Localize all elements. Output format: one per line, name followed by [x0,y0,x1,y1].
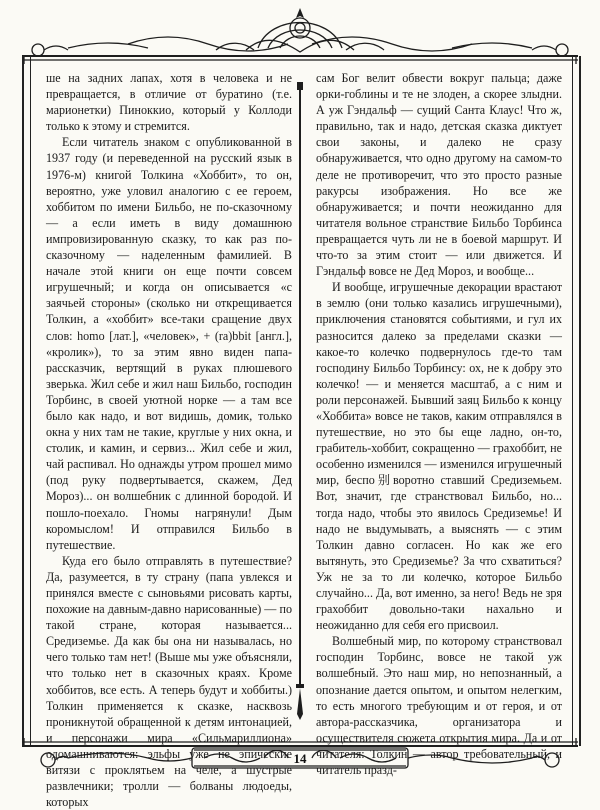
page-number: 14 [293,751,307,766]
paragraph: сам Бог велит обвести вокруг пальца; даже орки-гоблины и те не злоден, а скорее злыдни. А уж Гэндальф — сущий Санта Клаус! Что ж, правильно, так и надо, детская сказка диктует свои законы, и далеко не сразу обнаруживается, что одно другому на самом-то деле не противоречит, что это просто разные ракурсы изображения. Но все же обнаруживается; и почти неожиданно для читателя вольное странствие Бильбо Торбинса превращается чуть ли не в боевой маршрут. И что-то за этим стоит — или движется. И Гэндальф вовсе не Дед Мороз, и вообще... [316,71,562,279]
paragraph: ше на задних лапах, хотя в человека и не превращается, в отличие от буратино (т.е. марионетки) Пиноккио, который у Коллоди только к этому и стремится. [46,71,292,134]
paragraph: Куда его было отправлять в путешествие? Да, разумеется, в ту страну (папа увлекся и принялся вместе с сыновьями рисовать карты, похожие на давным-давно нарисованные) — по такой стране, которая называется... Средиземье. Да как бы она ни называлась, но чего только там нет! (Выше мы уже объясняли, что только нет в сказочных краях. Кроме хоббитов, все есть. А теперь будут и хоббиты.) Толкин применяется к сказке, насквозь проникнутой обращенной к детям интонацией, и персонажи мира «Сильмариллиона» одомашниваются: эльфы уже не эпические витязи с проклятьем на челе, а шустрые развлечники; тролли — болваны людоеды, которых [46,553,292,810]
left-border [22,56,31,746]
paragraph: Если читатель знаком с опубликованной в 1937 году (и переведенной на русский язык в 1976-м) книгой Толкина «Хоббит», то он, вероятно, уже уловил аналогию с ее героем, хоббитом по имени Бильбо, не по-сказочному — а если иметь в виду домашнюю импровизированную сказку, то как раз по-сказочному — наделенным фамилией. В начале этой книги он еще почти совсем игрушечный; и когда он описывается «с заячьей стороны» (сколько ни открещивается Толкин, а «хоббит» все-таки сращение двух слов: homo [лат.], «человек», + (ra)bbit [англ.], «кролик»), то за этим явно виден папа-рассказчик, вертящий в руках плюшевого зверька. Жил себе и жил наш Бильбо, господин Торбинс, в своей уютной норке — а там все было как надо, и вот видишь, домик, только окна у них там не такие, круглые у них окна, и столик, и камин, и сервиз... Жил себе и жил, чай распивал. Но однажды утром прошел мимо (под руку подвертывается, скажем, Дед Мороз)... он волшебник с длинной бородой. И пошло-поехало. Гномы нагрянули! Дым коромыслом! И отправился Бильбо в путешествие. [46,135,292,552]
text-column-right [316,70,562,778]
paragraph: Волшебный мир, по которому странствовал господин Торбинс, вовсе не такой уж волшебный. Это наш мир, но непознанный, а опознание дается опытом, и опытом нелегким, то есть многого требующим и от героя, и от автора-рассказчика, организатора и осуществителя сюжета открытия мира. Да и от читателя: Толкин — автор требовательный, и читатель празд- [316,634,562,778]
text-column-left [46,70,292,810]
right-border [572,56,581,746]
paragraph: И вообще, игрушечные декорации врастают в землю (они только казались игрушечными), приключения становятся событиями, и гул их разносится далеко за пределами сказки — какое-то колечко подвернулось где-то там господину Бильбо Торбинсу: ох, не к добру это колечко! — и меняется масштаб, а с ним и роли персонажей. Бывший заяц Бильбо к концу «Хоббита» вовсе не таков, каким отправлялся в путешествие, но это бы еще ладно, он-то, грабитель-хоббит, сокращенно — грахоббит, не особенно изменился — изменился игрушечный мир, беспо别воротно ставший Средиземьем. Вот, значит, где странствовал Бильбо, но... тогда надо, чтобы это явилось Средиземье! И надо не выдумывать, а выяснять — с этим Толкин давно согласен. Но как же его вытянуть, это Средиземье? За что схватиться? Уж не за то ли колечко, которое Бильбо случайно... Да, вот именно, за него! Ведь не зря грахоббит довольно-таки нахально и неожиданно для себя его присвоил. [316,280,562,633]
top-ornament-frame [8,4,592,64]
column-divider-sword [296,74,304,720]
